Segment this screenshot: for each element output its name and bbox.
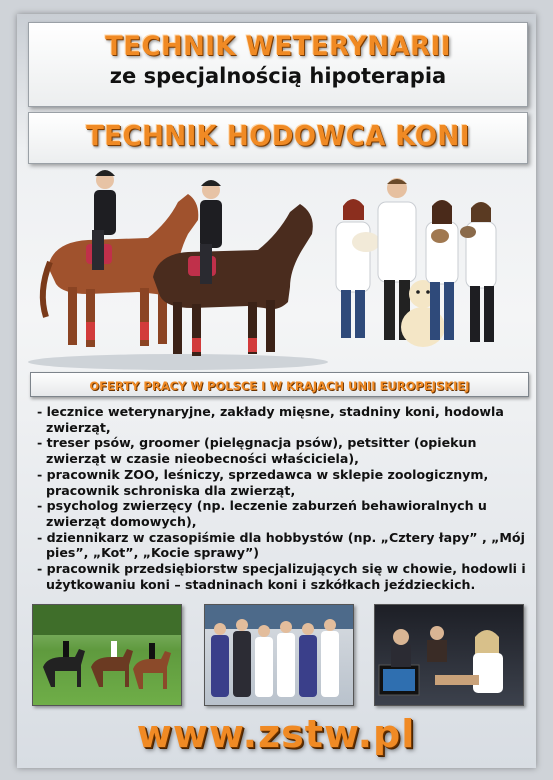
list-item: - lecznice weterynaryjne, zakłady mięsne, stadniny koni, hodowla zwierząt, <box>37 404 504 435</box>
website-url[interactable]: www.zstw.pl <box>136 712 416 756</box>
hero-illustration <box>28 162 526 372</box>
website-footer <box>22 708 530 760</box>
offers-heading: OFERTY PRACY W POLSCE I W KRAJACH UNII EUROPEJSKIEJ <box>89 379 470 393</box>
second-title-banner <box>28 112 528 164</box>
bottom-photo-strip <box>32 604 522 704</box>
title-technik-hodowca-koni: TECHNIK HODOWCA KONI <box>86 119 470 152</box>
list-item: - pracownik przedsiębiorstw specjalizujących się w chowie, hodowli i użytkowaniu koni – stadninach koni i szkółkach jeździeckich. <box>37 561 526 592</box>
list-item: - treser psów, groomer (pielęgnacja psów), petsitter (opiekun zwierząt w czasie nieobecności właściciela), <box>37 435 477 467</box>
photo-classroom-computers <box>374 604 524 706</box>
job-offers-list <box>32 404 526 592</box>
hero-photo <box>28 162 526 372</box>
photo-students-lab <box>204 604 354 706</box>
offers-heading-bar <box>30 372 529 397</box>
subtitle-specjalnosc: ze specjalnością hipoterapia <box>109 64 447 88</box>
list-item: - psycholog zwierzęcy (np. leczenie zaburzeń behawioralnych u zwierząt domowych), <box>37 498 487 529</box>
title-banner <box>28 22 528 107</box>
title-technik-weterynarii: TECHNIK WETERYNARII <box>105 31 451 62</box>
photo-riders-field <box>32 604 182 706</box>
list-item: - dziennikarz w czasopiśmie dla hobbystów (np. „Cztery łapy” , „Mój pies”, „Kot”, „Kocie sprawy”) <box>37 529 525 561</box>
students-group <box>336 178 496 347</box>
list-item: - pracownik ZOO, leśniczy, sprzedawca w sklepie zoologicznym, pracownik schroniska dla zwierząt, <box>37 466 489 498</box>
